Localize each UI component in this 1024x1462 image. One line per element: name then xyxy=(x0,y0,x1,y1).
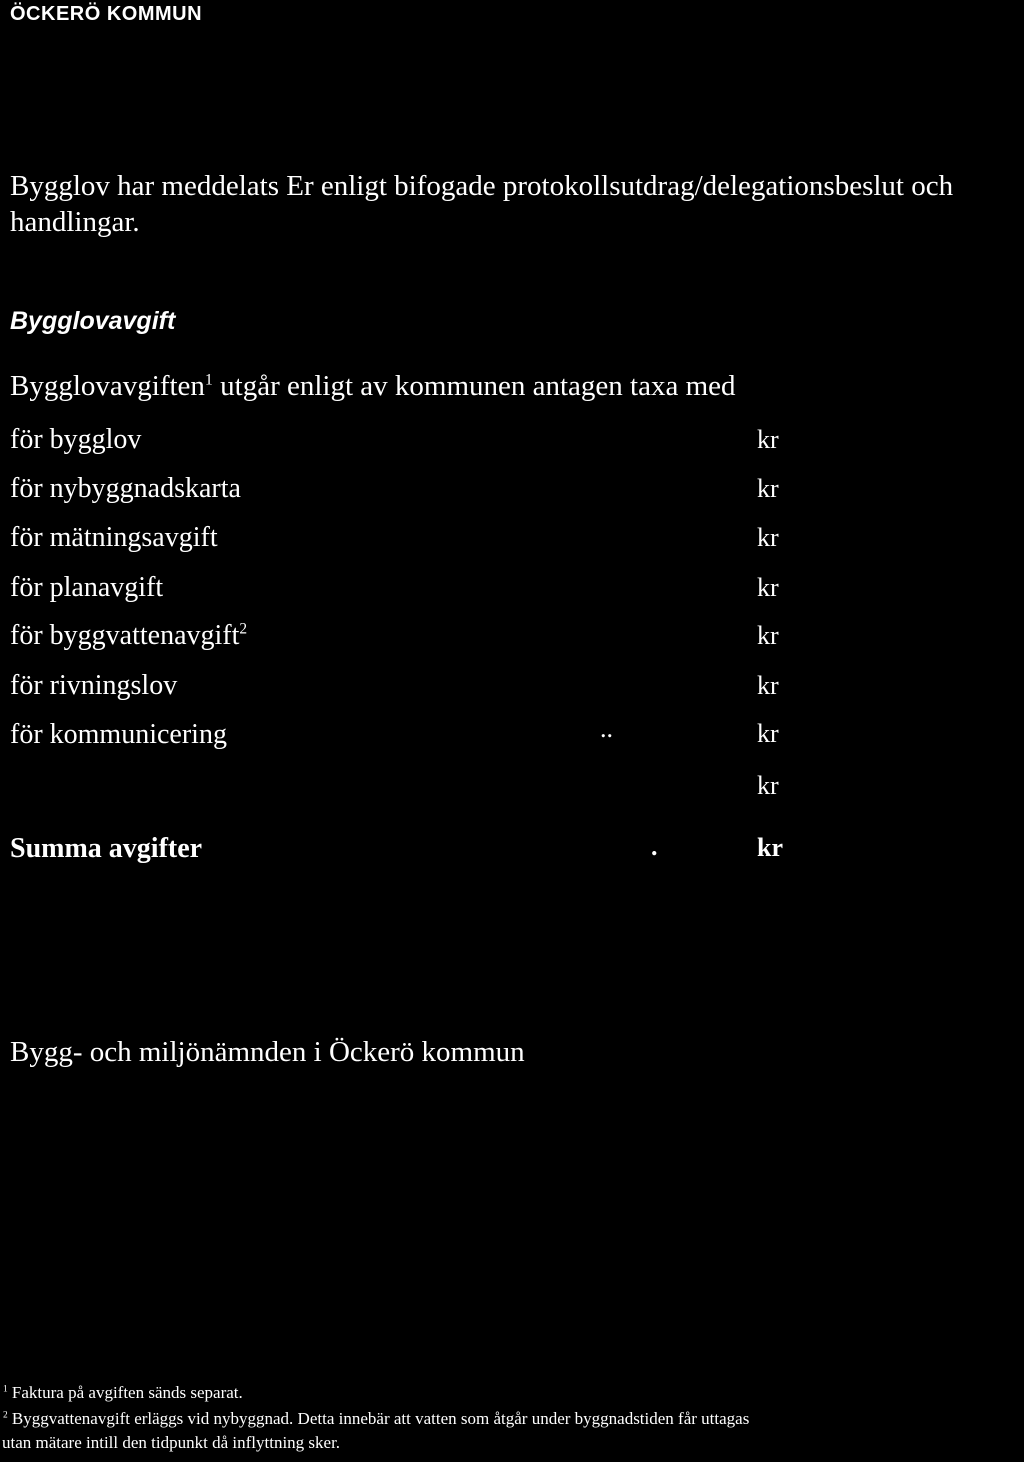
fee-unit: kr xyxy=(757,523,779,552)
intro-paragraph: Bygglov har meddelats Er enligt bifogade protokollsutdrag/delegationsbeslut och handlingar. xyxy=(10,170,954,238)
footnote-ref-1: 1 xyxy=(204,371,213,389)
fee-unit: kr xyxy=(757,573,779,602)
section-heading: Bygglovavgift xyxy=(10,307,176,335)
fee-lead-text: Bygglovavgiften$^1$ utgår enligt av kommunen antagen taxa med xyxy=(10,370,736,402)
total-dot: . xyxy=(651,832,658,861)
organization-name: ÖCKERÖ KOMMUN xyxy=(10,3,203,25)
fee-row-rivningslov: för rivningslov xyxy=(10,670,178,701)
fee-row-bygglov: för bygglov xyxy=(10,424,142,455)
total-unit: kr xyxy=(757,833,783,862)
leader-dots: .. xyxy=(600,714,613,743)
board-signature: Bygg- och miljönämnden i Öckerö kommun xyxy=(10,1036,525,1068)
fee-row-nybyggnadskarta: för nybyggnadskarta xyxy=(10,473,241,504)
footnote-1: $^1$ Faktura på avgiften sänds separat. xyxy=(3,1383,243,1402)
footnote-2-continued: utan mätare intill den tidpunkt då inflyttning sker. xyxy=(2,1433,341,1452)
footnote-ref-2: 2 xyxy=(239,620,248,638)
fee-row-byggvattenavgift: för byggvattenavgift$^2$ xyxy=(10,620,248,651)
fee-row-kommunicering: för kommunicering xyxy=(10,719,227,750)
fee-unit-blank-row: kr xyxy=(757,771,779,800)
fee-unit: kr xyxy=(757,425,779,454)
fee-row-planavgift: för planavgift xyxy=(10,572,164,603)
fee-unit: kr xyxy=(757,474,779,503)
footnote-2: $^2$ Byggvattenavgift erläggs vid nybyggnad. Detta innebär att vatten som åtgår under byggnadstiden får uttagas xyxy=(3,1409,750,1428)
fee-unit: kr xyxy=(757,671,779,700)
fee-row-matningsavgift: för mätningsavgift xyxy=(10,522,218,553)
total-label: Summa avgifter xyxy=(10,833,203,864)
fee-unit: kr xyxy=(757,621,779,650)
fee-unit: kr xyxy=(757,719,779,748)
